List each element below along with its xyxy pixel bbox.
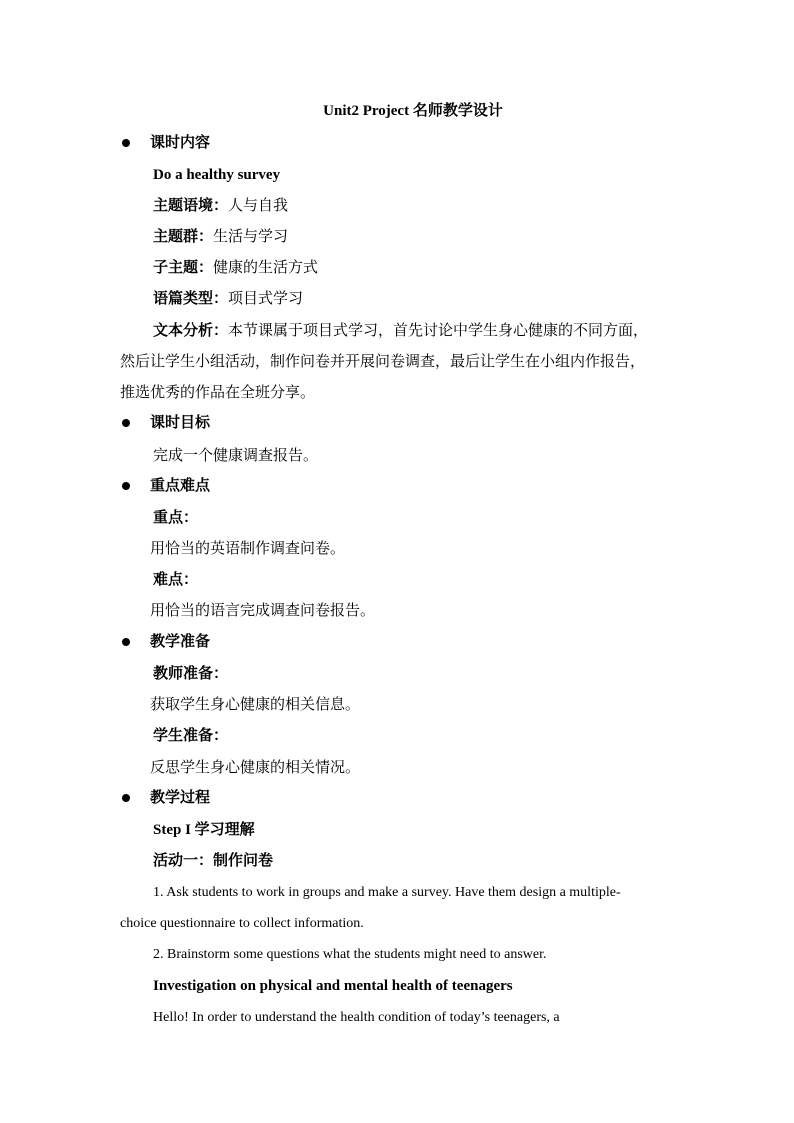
difficult-point-text: 用恰当的语言完成调查问卷报告。 bbox=[150, 603, 376, 619]
theme-context-row bbox=[153, 197, 288, 215]
lesson-topic: Do a healthy survey bbox=[153, 167, 281, 183]
text-analysis-line-3: 推选优秀的作品在全班分享。 bbox=[120, 385, 316, 401]
section-heading-teaching-process: 教学过程 bbox=[150, 790, 211, 806]
section-heading-key-difficult-points: 重点难点 bbox=[150, 478, 211, 494]
instruction-1-line-2: choice questionnaire to collect information. bbox=[120, 916, 364, 931]
theme-group-value: 生活与学习 bbox=[213, 229, 289, 245]
activity-heading: 活动一：制作问卷 bbox=[153, 853, 274, 869]
theme-context-label: 主题语境： bbox=[153, 198, 229, 214]
page-title: Unit2 Project 名师教学设计 bbox=[323, 103, 503, 119]
theme-group-row bbox=[153, 228, 288, 246]
teacher-prep-label: 教师准备： bbox=[153, 666, 229, 682]
difficult-point-label: 难点： bbox=[153, 572, 199, 588]
instruction-2: 2. Brainstorm some questions what the students might need to answer. bbox=[153, 947, 547, 962]
sub-theme-value: 健康的生活方式 bbox=[213, 260, 319, 276]
bullet-icon bbox=[122, 638, 130, 646]
text-type-label: 语篇类型： bbox=[153, 291, 229, 307]
text-type-value: 项目式学习 bbox=[228, 291, 304, 307]
section-heading-objectives: 课时目标 bbox=[150, 415, 211, 431]
text-analysis-label: 文本分析： bbox=[153, 323, 229, 339]
text-analysis-line-2: 然后让学生小组活动，制作问卷并开展问卷调查，最后让学生在小组内作报告， bbox=[120, 354, 646, 370]
step-heading: Step I 学习理解 bbox=[153, 822, 255, 838]
student-prep-label: 学生准备： bbox=[153, 728, 229, 744]
key-point-label: 重点： bbox=[153, 510, 199, 526]
key-point-text: 用恰当的英语制作调查问卷。 bbox=[150, 541, 346, 557]
questionnaire-intro: Hello! In order to understand the health condition of today’s teenagers, a bbox=[153, 1010, 560, 1025]
text-analysis-line-1: 本节课属于项目式学习，首先讨论中学生身心健康的不同方面， bbox=[228, 323, 649, 339]
bullet-icon bbox=[122, 794, 130, 802]
sub-theme-row bbox=[153, 259, 318, 277]
bullet-icon bbox=[122, 139, 130, 147]
investigation-title: Investigation on physical and mental health of teenagers bbox=[153, 978, 513, 994]
theme-group-label: 主题群： bbox=[153, 229, 214, 245]
section-heading-preparation: 教学准备 bbox=[150, 634, 211, 650]
sub-theme-label: 子主题： bbox=[153, 260, 214, 276]
teacher-prep-text: 获取学生身心健康的相关信息。 bbox=[150, 697, 361, 713]
bullet-icon bbox=[122, 482, 130, 490]
bullet-icon bbox=[122, 419, 130, 427]
text-analysis-row bbox=[153, 322, 648, 340]
student-prep-text: 反思学生身心健康的相关情况。 bbox=[150, 760, 361, 776]
theme-context-value: 人与自我 bbox=[228, 198, 289, 214]
text-type-row bbox=[153, 290, 303, 308]
instruction-1-line-1: 1. Ask students to work in groups and make a survey. Have them design a multiple- bbox=[153, 885, 621, 900]
objective-text: 完成一个健康调查报告。 bbox=[153, 448, 319, 464]
section-heading-lesson-content: 课时内容 bbox=[150, 135, 211, 151]
